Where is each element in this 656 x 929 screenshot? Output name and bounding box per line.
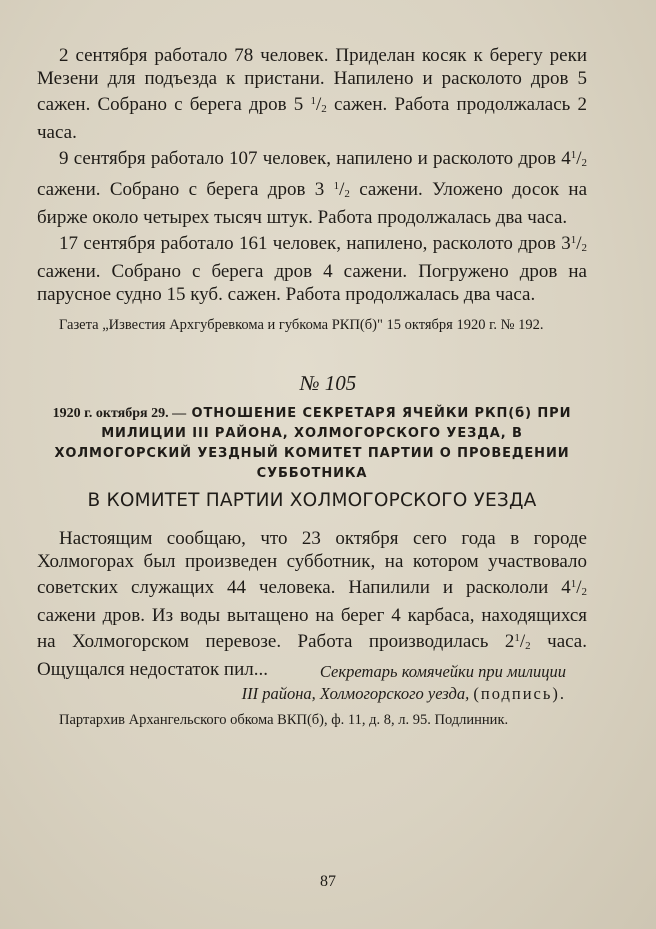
signature-block bbox=[242, 661, 566, 705]
archive-reference: Партархив Архангельского обкома ВКП(б), ф. 11, д. 8, л. 95. Подлинник. bbox=[59, 712, 509, 728]
report-paragraph-3: 17 сентября работало 161 человек, напилено, расколото дров $3^1/_2$ сажени. Собрано с берега дров 4 сажени. Погружено дров на парусное судно 15 куб. сажен. Работа продолжалась два часа. bbox=[37, 233, 587, 305]
signature-line-2: III района, Холмогорского уезда, bbox=[241, 684, 470, 703]
document-number: № 105 bbox=[299, 371, 357, 395]
document-heading-text: ОТНОШЕНИЕ СЕКРЕТАРЯ ЯЧЕЙКИ РКП(б) ПРИ МИЛИЦИИ III РАЙОНА, ХОЛМОГОРСКОГО УЕЗДА, В ХОЛМОГОРСКИЙ УЕЗДНЫЙ КОМИТЕТ ПАРТИИ О ПРОВЕДЕНИИ СУББОТНИКА bbox=[54, 406, 572, 481]
source-citation: Газета „Известия Архгубревкома и губкома РКП(б)" 15 октября 1920 г. № 192. bbox=[59, 317, 544, 333]
document-date: 1920 г. октября 29. — bbox=[52, 406, 187, 421]
document-body-paragraph: Настоящим сообщаю, что 23 октября сего года в городе Холмогорах был произведен субботник, на котором участвовало советских служащих 44 человека. Напилили и раскололи $4^1/_2$ сажени дров. Из воды вытащено на берег 4 карбаса, находящихся на Холмогорском перевозе. Работа производилась $2^1/_2$ часа. Ощущался недостаток пил... bbox=[37, 528, 587, 680]
document-body bbox=[37, 527, 587, 681]
report-text bbox=[37, 44, 587, 335]
signature-mark: (подпись). bbox=[473, 684, 566, 703]
signature-line-1: Секретарь комячейки при милиции bbox=[319, 662, 566, 681]
document-heading bbox=[37, 404, 587, 484]
document-title: В КОМИТЕТ ПАРТИИ ХОЛМОГОРСКОГО УЕЗДА bbox=[87, 490, 537, 511]
report-paragraph-1: 2 сентября работало 78 человек. Приделан косяк к берегу реки Мезени для подъезда к пристани. Напилено и расколото дров 5 сажен. Собрано с берега дров 5 $^1/_2$ сажен. Работа продолжалась 2 часа. bbox=[37, 45, 587, 143]
page-number: 87 bbox=[320, 873, 336, 890]
report-paragraph-2: 9 сентября работало 107 человек, напилено и расколото дров $4^1/_2$ сажени. Собрано с берега дров 3 $^1/_2$ сажени. Уложено досок на бирже около четырех тысяч штук. Работа продолжалась два часа. bbox=[37, 148, 588, 228]
